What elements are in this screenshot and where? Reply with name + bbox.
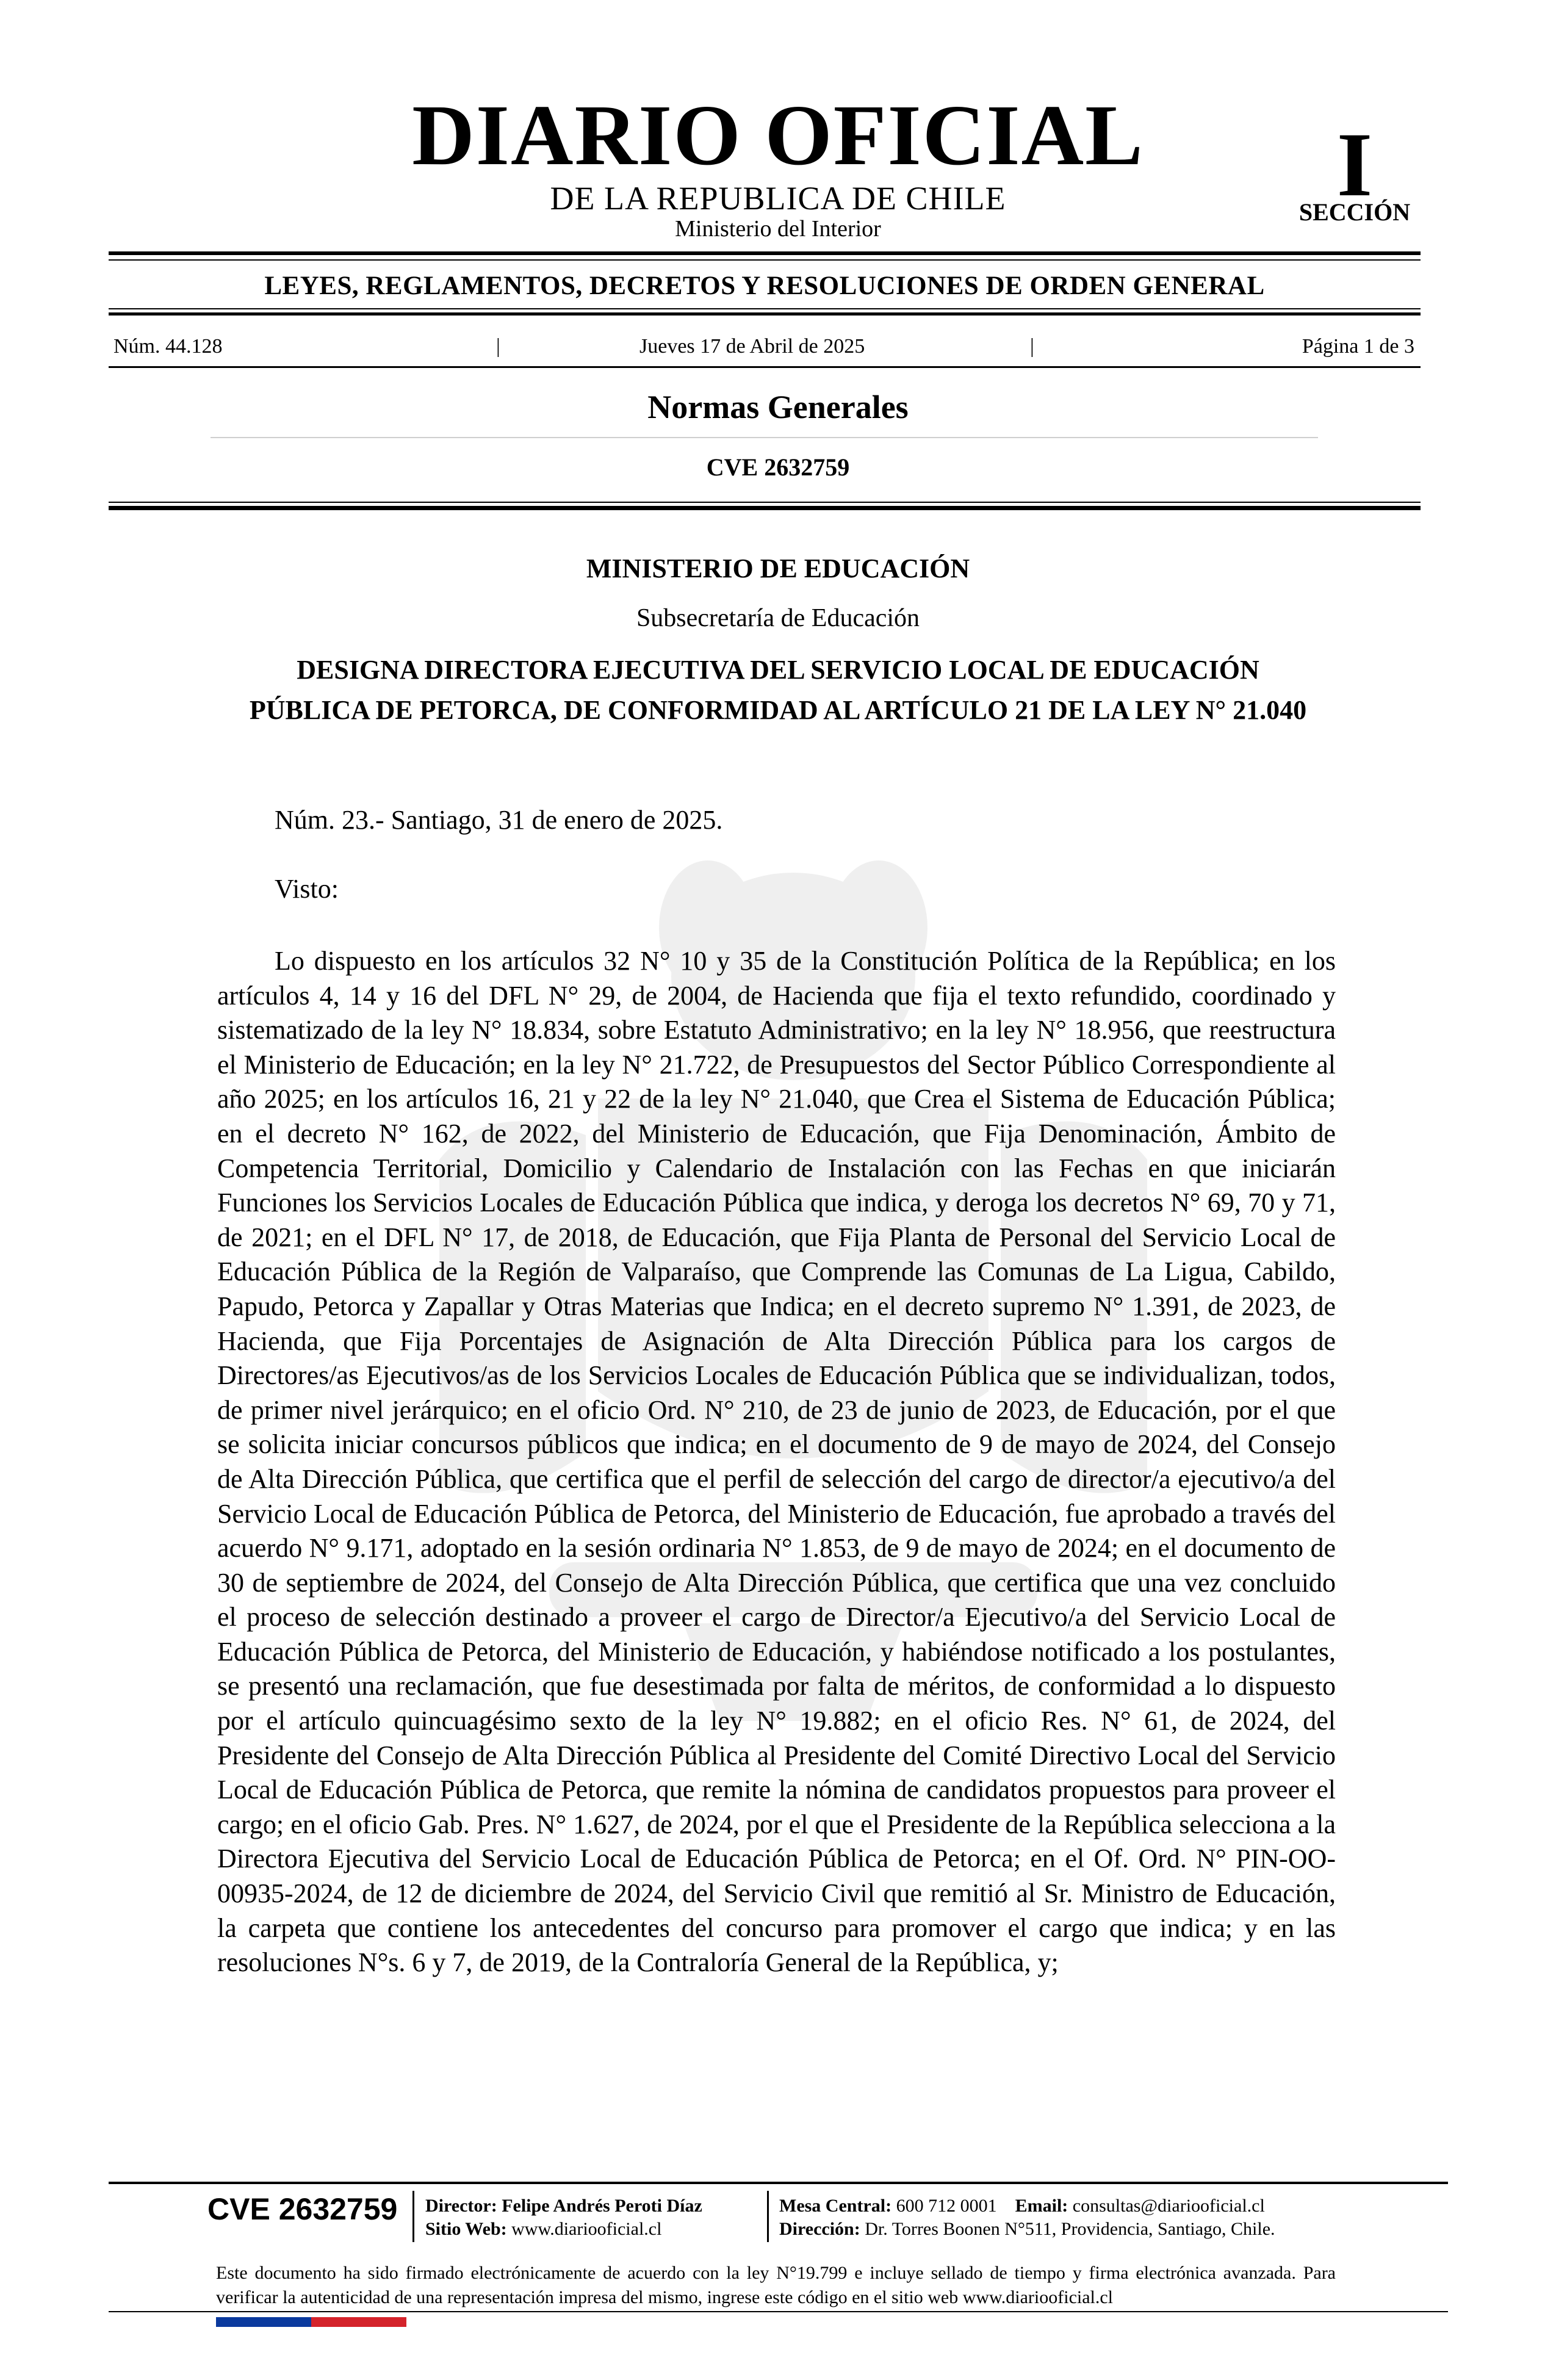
email-link[interactable]: consultas@diariooficial.cl	[1072, 2196, 1265, 2216]
masthead-rule-thick	[109, 251, 1421, 255]
footer-divider	[412, 2191, 414, 2242]
issue-info-row	[109, 334, 1421, 359]
masthead-rule-thin	[109, 259, 1421, 261]
banner-title: LEYES, REGLAMENTOS, DECRETOS Y RESOLUCIONES DE ORDEN GENERAL	[264, 272, 1265, 300]
issue-page: Página 1 de 3	[1302, 335, 1414, 358]
footer-rule	[109, 2182, 1448, 2184]
footer-signature-note: Este documento ha sido firmado electrónicamente de acuerdo con la ley N°19.799 e incluye sellado de tiempo y firma electrónica avanzada. Para verificar la autenticidad de una representación impresa del mismo, ingrese este código en el sitio web www.diariooficial.cl	[216, 2263, 1336, 2307]
footer-director	[425, 2194, 702, 2218]
issue-date: Jueves 17 de Abril de 2025	[639, 335, 865, 358]
address-label: Dirección:	[779, 2219, 860, 2239]
document-subsecretaria: Subsecretaría de Educación	[636, 604, 920, 632]
email-label: Email:	[1015, 2196, 1068, 2216]
masthead-title: DIARIO OFICIAL	[412, 87, 1144, 183]
issue-rule	[109, 366, 1421, 368]
decree-title: DESIGNA DIRECTORA EJECUTIVA DEL SERVICIO LOCAL DE EDUCACIÓN PÚBLICA DE PETORCA, DE CONFORMIDAD AL ARTÍCULO 21 DE LA LEY N° 21.040	[249, 655, 1307, 725]
issue-separator: |	[1030, 335, 1034, 358]
flag-stripe-blue	[216, 2317, 311, 2327]
issue-number: Núm. 44.128	[113, 335, 223, 358]
section-number: I	[1336, 114, 1373, 215]
section-title: Normas Generales	[647, 389, 909, 425]
footer-contact	[779, 2194, 1265, 2218]
footer-website	[425, 2218, 661, 2241]
section-title-rule	[211, 437, 1318, 438]
header-rule-thin	[109, 502, 1421, 503]
section-label: SECCIÓN	[1298, 198, 1411, 226]
footer-divider	[767, 2191, 769, 2242]
website-link[interactable]: www.diariooficial.cl	[511, 2219, 662, 2239]
visto-heading: Visto:	[275, 874, 339, 904]
cve-header: CVE 2632759	[706, 453, 850, 481]
phone-label: Mesa Central:	[779, 2196, 892, 2216]
website-label: Sitio Web:	[425, 2219, 507, 2239]
decree-number-line: Núm. 23.- Santiago, 31 de enero de 2025.	[275, 805, 723, 835]
footer-rule-bottom	[109, 2311, 1448, 2312]
banner-rule-top	[109, 308, 1421, 309]
masthead-subtitle: DE LA REPUBLICA DE CHILE	[550, 180, 1006, 217]
visto-paragraph: Lo dispuesto en los artículos 32 N° 10 y 35 de la Constitución Política de la República; en los artículos 4, 14 y 16 del DFL N° 29, de 2004, de Hacienda que fija el texto refundido, coordinado y sistematizado de la ley N° 18.834, sobre Estatuto Administrativo; en la ley N° 18.956, que reestructura el Ministerio de Educación; en la ley N° 21.722, de Presupuestos del Sector Público Correspondiente al año 2025; en los artículos 16, 21 y 22 de la ley N° 21.040, que Crea el Sistema de Educación Pública; en el decreto N° 162, de 2022, del Ministerio de Educación, que Fija Denominación, Ámbito de Competencia Territorial, Domicilio y Calendario de Instalación con las Fechas en que iniciarán Funciones los Servicios Locales de Educación Pública que indica, y deroga los decretos N° 69, 70 y 71, de 2021; en el DFL N° 17, de 2018, de Educación, que Fija Planta de Personal del Servicio Local de Educación Pública de la Región de Valparaíso, que Comprende las Comunas de La Ligua, Cabildo, Papudo, Petorca y Zapallar y Otras Materias que Indica; en el decreto supremo N° 1.391, de 2023, de Hacienda, que Fija Porcentajes de Asignación de Alta Dirección Pública para los cargos de Directores/as Ejecutivos/as de los Servicios Locales de Educación Pública que se individualizan, todos, de primer nivel jerárquico; en el oficio Ord. N° 210, de 23 de junio de 2023, de Educación, por el que se solicita iniciar concursos públicos que indica; en el documento de 9 de mayo de 2024, del Consejo de Alta Dirección Pública, que certifica que el perfil de selección del cargo de director/a ejecutivo/a del Servicio Local de Educación Pública de Petorca, del Ministerio de Educación, fue aprobado a través del acuerdo N° 9.171, adoptado en la sesión ordinaria N° 1.853, de 9 de mayo de 2024; en el documento de 30 de septiembre de 2024, del Consejo de Alta Dirección Pública, que certifica que una vez concluido el proceso de selección destinado a proveer el cargo de Director/a Ejecutivo/a del Servicio Local de Educación Pública de Petorca, del Ministerio de Educación, y habiéndose notificado a los postulantes, se presentó una reclamación, que fue desestimada por falta de méritos, de conformidad a lo dispuesto por el artículo quincuagésimo sexto de la ley N° 19.882; en el oficio Res. N° 61, de 2024, del Presidente del Consejo de Alta Dirección Pública al Presidente del Comité Directivo Local del Servicio Local de Educación Pública de Petorca, que remite la nómina de candidatos propuestos para proveer el cargo; en el oficio Gab. Pres. N° 1.627, de 2024, por el que el Presidente de la República selecciona a la Directora Ejecutiva del Servicio Local de Educación Pública de Petorca; en el Of. Ord. N° PIN-OO-00935-2024, de 12 de diciembre de 2024, del Servicio Civil que remitió al Sr. Ministro de Educación, la carpeta que contiene los antecedentes del concurso para promover el cargo que indica; y en las resoluciones N°s. 6 y 7, de 2019, de la Contraloría General de la República, y;	[217, 946, 1336, 1978]
flag-stripe-red	[311, 2317, 406, 2327]
masthead-ministry: Ministerio del Interior	[675, 216, 881, 242]
document-ministry: MINISTERIO DE EDUCACIÓN	[586, 554, 970, 583]
footer-cve: CVE 2632759	[207, 2192, 398, 2226]
issue-separator: |	[496, 335, 500, 358]
director-label: Director:	[425, 2196, 497, 2216]
header-rule-thick	[109, 506, 1421, 510]
director-name: Felipe Andrés Peroti Díaz	[502, 2196, 702, 2216]
banner-rule-bottom	[109, 312, 1421, 316]
phone-value: 600 712 0001	[896, 2196, 997, 2216]
address-value: Dr. Torres Boonen N°511, Providencia, Santiago, Chile.	[865, 2219, 1275, 2239]
footer-address	[779, 2218, 1275, 2241]
